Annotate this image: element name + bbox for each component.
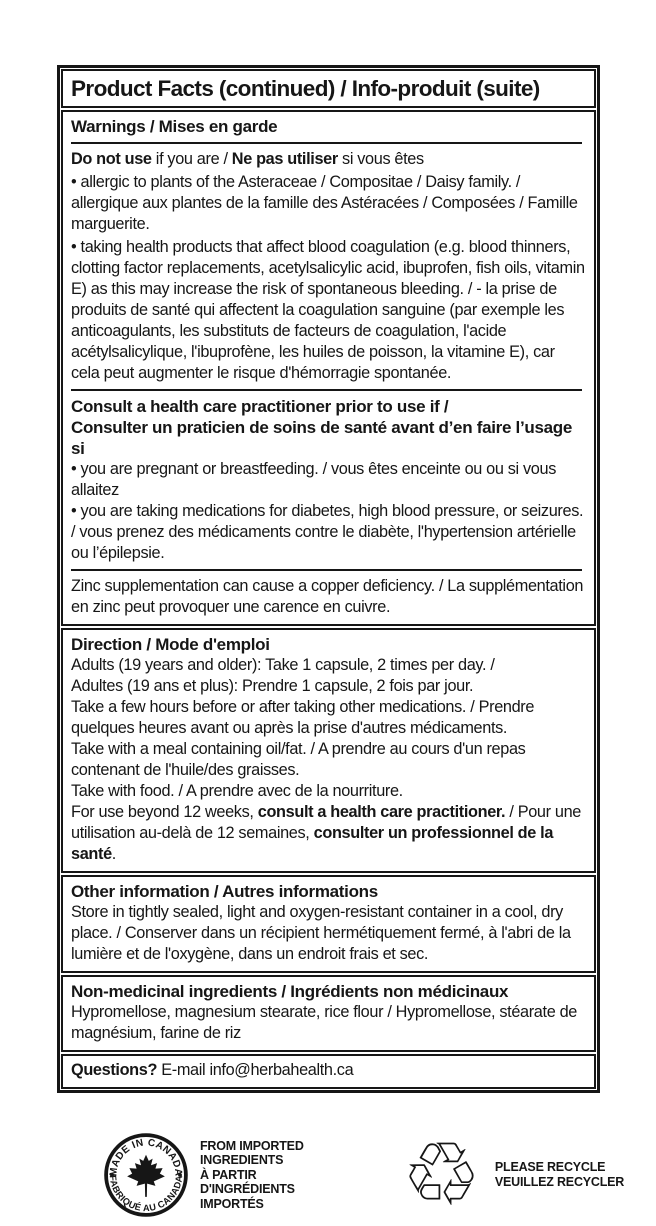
questions-line [71,1060,586,1081]
do-not-use-paragraph [71,149,586,384]
consult-heading-fr: Consulter un praticien de soins de santé avant d’en faire l’usage si [71,418,573,458]
please-recycle-text [495,1160,624,1190]
badge-top-text: MADE IN CANADA [108,1137,184,1177]
warning-bullet-allergy: • allergic to plants of the Asteraceae / Compositae / Daisy family. / allergique aux plantes de la famille des Astéracées / Composées / Famille marguerite. [71,173,578,233]
divider [71,142,582,144]
questions-email: E-mail info@herbahealth.ca [157,1061,354,1079]
product-facts-panel [57,65,600,1093]
directions-12weeks-bold-fr: consulter un professionnel de la santé [71,824,554,863]
non-medicinal-heading: Non-medicinal ingredients / Ingrédients non médicinaux [71,982,509,1001]
directions-line-adults-en: Adults (19 years and older): Take 1 capsule, 2 times per day. / [71,656,495,674]
warnings-section [61,110,596,626]
imported-line-3: À PARTIR D'INGRÉDIENTS [200,1167,295,1197]
warnings-heading: Warnings / Mises en garde [71,117,278,136]
panel-title-box [61,69,596,108]
consult-bullet-medications: • you are taking medications for diabetes, high blood pressure, or seizures. / vous prenez des médicaments contre le diabète, l'hypertension artérielle ou l’épilepsie. [71,502,584,562]
directions-section [61,628,596,873]
consult-paragraph [71,396,586,564]
other-information-body: Store in tightly sealed, light and oxygen-resistant container in a cool, dry place. / Conserver dans un récipient hermétiquement fermé, à l'abri de la lumière et de l'oxygène, dans un endroit frais et sec. [71,903,571,963]
do-not-use-lead-en: Do not use [71,150,152,168]
directions-line-hours: Take a few hours before or after taking other medications. / Prendre quelques heures avant ou après la prise d'autres médicaments. [71,698,535,737]
footer [104,1123,656,1226]
zinc-paragraph: Zinc supplementation can cause a copper deficiency. / La supplémentation en zinc peut provoquer une carence en cuivre. [71,577,584,616]
questions-label: Questions? [71,1061,158,1079]
maple-leaf-icon [127,1155,165,1197]
other-information-section [61,875,596,973]
imported-line-4: IMPORTÉS [200,1196,264,1211]
directions-line-12weeks [71,802,586,865]
recycle-line-en: PLEASE RECYCLE [494,1160,606,1174]
directions-12weeks-bold-en: consult a health care practitioner. [257,803,506,821]
do-not-use-lead-fr: Ne pas utiliser [231,150,338,168]
panel-title: Product Facts (continued) / Info-produit (suite) [71,76,540,101]
other-information-heading: Other information / Autres informations [71,882,378,901]
imported-ingredients-text [200,1139,350,1212]
directions-12weeks-end: . [111,845,116,863]
directions-line-food: Take with food. / A prendre avec de la nourriture. [71,782,403,800]
imported-line-2: INGREDIENTS [200,1153,284,1168]
divider [71,569,582,571]
recycle-icon: ♲ [402,1123,481,1226]
non-medicinal-body: Hypromellose, magnesium stearate, rice flour / Hypromellose, stéarate de magnésium, farine de riz [71,1003,577,1042]
directions-12weeks-start: For use beyond 12 weeks, [71,803,258,821]
badge-bottom-text: FABRIQUÉ AU CANADA [107,1174,185,1214]
consult-heading-en: Consult a health care practitioner prior to use if / [71,397,449,416]
do-not-use-end: si vous êtes [337,150,424,168]
non-medicinal-section [61,975,596,1052]
recycle-line-fr: VEUILLEZ RECYCLER [494,1175,625,1189]
directions-line-adults-fr: Adultes (19 ans et plus): Prendre 1 capsule, 2 fois par jour. [71,677,474,695]
warning-bullet-coagulation: • taking health products that affect blood coagulation (e.g. blood thinners, clotting factor replacements, acetylsalicylic acid, ibuprofen, fish oils, vitamin E) as this may increase the risk of spontaneous bleeding. / - la prise de produits de santé qui affectent la coagulation sanguine (par exemple les anticoagulants, les substituts de facteurs de coagulation, l'acide acétylsalicylique, l'ibuprofène, les huiles de poisson, la vitamine E), car cela peut augmenter le risque d'hémorragie spontanée. [71,238,585,382]
divider [71,389,582,391]
imported-line-1: FROM IMPORTED [200,1138,304,1153]
made-in-canada-badge-icon [104,1133,188,1217]
directions-12weeks-mid: / Pour une utilisation au-delà de 12 semaines, [71,803,581,842]
directions-line-meal: Take with a meal containing oil/fat. / A prendre au cours d'un repas contenant de l'huile/des graisses. [71,740,526,779]
questions-section [61,1054,596,1089]
directions-heading: Direction / Mode d'emploi [71,635,270,654]
do-not-use-mid: if you are / [151,150,232,168]
consult-bullet-pregnant: • you are pregnant or breastfeeding. / vous êtes enceinte ou ou si vous allaitez [71,460,556,499]
